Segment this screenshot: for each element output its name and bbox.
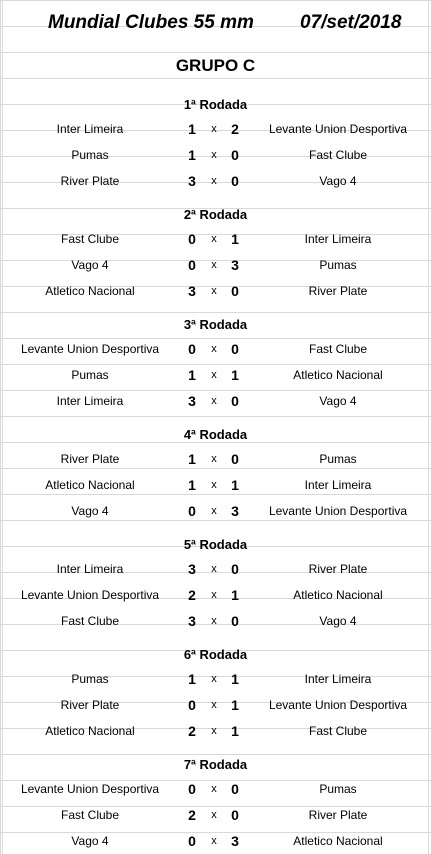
score-separator: x: [211, 479, 217, 491]
score-separator: x: [211, 285, 217, 297]
home-score: 1: [188, 671, 196, 687]
match-row: [0, 336, 431, 362]
score-separator: x: [211, 615, 217, 627]
home-score: 0: [188, 781, 196, 797]
score-separator: x: [211, 343, 217, 355]
score-separator: x: [211, 175, 217, 187]
away-score: 0: [231, 613, 239, 629]
home-score: 2: [188, 807, 196, 823]
home-team: Vago 4: [71, 504, 109, 518]
score-separator: x: [211, 809, 217, 821]
home-score: 1: [188, 121, 196, 137]
away-team: Vago 4: [319, 614, 357, 628]
round-header: 1ª Rodada: [183, 97, 248, 112]
score-separator: x: [211, 233, 217, 245]
match-row: [0, 692, 431, 718]
home-team: Levante Union Desportiva: [20, 588, 160, 602]
away-score: 1: [231, 367, 239, 383]
away-team: Atletico Nacional: [293, 588, 383, 602]
away-team: Levante Union Desportiva: [268, 698, 408, 712]
home-team: Atletico Nacional: [45, 478, 135, 492]
score-separator: x: [211, 123, 217, 135]
score-separator: x: [211, 673, 217, 685]
match-row: [0, 802, 431, 828]
match-row: [0, 498, 431, 524]
home-team: Atletico Nacional: [45, 724, 135, 738]
match-row: [0, 252, 431, 278]
round-header: 4ª Rodada: [183, 427, 248, 442]
home-score: 3: [188, 613, 196, 629]
away-team: Fast Clube: [308, 342, 368, 356]
home-score: 1: [188, 477, 196, 493]
score-separator: x: [211, 395, 217, 407]
away-score: 0: [231, 283, 239, 299]
match-row: [0, 116, 431, 142]
away-team: River Plate: [308, 808, 368, 822]
home-score: 0: [188, 697, 196, 713]
match-row: [0, 446, 431, 472]
home-score: 0: [188, 341, 196, 357]
score-separator: x: [211, 259, 217, 271]
away-score: 3: [231, 833, 239, 849]
title-text: Mundial Clubes 55 mm: [48, 12, 254, 33]
away-score: 0: [231, 173, 239, 189]
home-team: Inter Limeira: [56, 562, 124, 576]
match-row: [0, 666, 431, 692]
score-separator: x: [211, 783, 217, 795]
home-team: Pumas: [71, 148, 109, 162]
home-score: 0: [188, 503, 196, 519]
home-team: Fast Clube: [60, 808, 120, 822]
match-row: [0, 776, 431, 802]
away-team: Vago 4: [319, 394, 357, 408]
home-team: Levante Union Desportiva: [20, 342, 160, 356]
home-score: 0: [188, 833, 196, 849]
match-row: [0, 142, 431, 168]
home-team: Levante Union Desportiva: [20, 782, 160, 796]
match-row: [0, 388, 431, 414]
away-score: 3: [231, 503, 239, 519]
away-team: Fast Clube: [308, 724, 368, 738]
home-team: River Plate: [60, 452, 120, 466]
home-score: 2: [188, 587, 196, 603]
match-row: [0, 278, 431, 304]
away-score: 0: [231, 781, 239, 797]
home-team: Vago 4: [71, 258, 109, 272]
home-score: 0: [188, 257, 196, 273]
away-team: Pumas: [319, 452, 357, 466]
away-team: Levante Union Desportiva: [268, 122, 408, 136]
home-team: Atletico Nacional: [45, 284, 135, 298]
away-team: Fast Clube: [308, 148, 368, 162]
home-team: River Plate: [60, 174, 120, 188]
away-score: 1: [231, 697, 239, 713]
away-score: 0: [231, 451, 239, 467]
home-team: Pumas: [71, 368, 109, 382]
home-score: 1: [188, 147, 196, 163]
match-row: [0, 718, 431, 744]
away-score: 1: [231, 477, 239, 493]
home-score: 3: [188, 561, 196, 577]
match-row: [0, 168, 431, 194]
home-score: 2: [188, 723, 196, 739]
round-header: 6ª Rodada: [183, 647, 248, 662]
match-row: [0, 828, 431, 854]
round-header: 2ª Rodada: [183, 207, 248, 222]
home-score: 0: [188, 231, 196, 247]
round-header: 3ª Rodada: [183, 317, 248, 332]
away-team: Vago 4: [319, 174, 357, 188]
away-score: 1: [231, 723, 239, 739]
score-separator: x: [211, 369, 217, 381]
away-team: Inter Limeira: [304, 478, 372, 492]
score-separator: x: [211, 835, 217, 847]
home-team: Fast Clube: [60, 614, 120, 628]
away-team: Atletico Nacional: [293, 834, 383, 848]
away-team: Inter Limeira: [304, 672, 372, 686]
home-team: River Plate: [60, 698, 120, 712]
score-separator: x: [211, 505, 217, 517]
home-score: 3: [188, 173, 196, 189]
away-team: River Plate: [308, 562, 368, 576]
score-separator: x: [211, 563, 217, 575]
away-score: 2: [231, 121, 239, 137]
away-score: 3: [231, 257, 239, 273]
home-score: 3: [188, 393, 196, 409]
sheet-title: [0, 12, 431, 38]
away-team: Inter Limeira: [304, 232, 372, 246]
away-score: 1: [231, 671, 239, 687]
away-score: 0: [231, 341, 239, 357]
home-team: Inter Limeira: [56, 122, 124, 136]
home-team: Pumas: [71, 672, 109, 686]
score-separator: x: [211, 149, 217, 161]
away-score: 1: [231, 587, 239, 603]
away-score: 0: [231, 147, 239, 163]
home-team: Vago 4: [71, 834, 109, 848]
home-score: 1: [188, 367, 196, 383]
match-row: [0, 556, 431, 582]
home-score: 3: [188, 283, 196, 299]
match-row: [0, 582, 431, 608]
round-header: 7ª Rodada: [183, 757, 248, 772]
group-title: GRUPO C: [175, 56, 256, 75]
score-separator: x: [211, 589, 217, 601]
score-separator: x: [211, 699, 217, 711]
away-team: Levante Union Desportiva: [268, 504, 408, 518]
home-team: Fast Clube: [60, 232, 120, 246]
round-header: 5ª Rodada: [183, 537, 248, 552]
match-row: [0, 608, 431, 634]
match-row: [0, 472, 431, 498]
away-score: 1: [231, 231, 239, 247]
away-team: Pumas: [319, 258, 357, 272]
title-date: 07/set/2018: [300, 12, 402, 33]
score-separator: x: [211, 725, 217, 737]
match-row: [0, 226, 431, 252]
home-score: 1: [188, 451, 196, 467]
home-team: Inter Limeira: [56, 394, 124, 408]
away-team: Pumas: [319, 782, 357, 796]
score-separator: x: [211, 453, 217, 465]
away-score: 0: [231, 807, 239, 823]
away-team: Atletico Nacional: [293, 368, 383, 382]
away-score: 0: [231, 561, 239, 577]
away-score: 0: [231, 393, 239, 409]
match-row: [0, 362, 431, 388]
away-team: River Plate: [308, 284, 368, 298]
